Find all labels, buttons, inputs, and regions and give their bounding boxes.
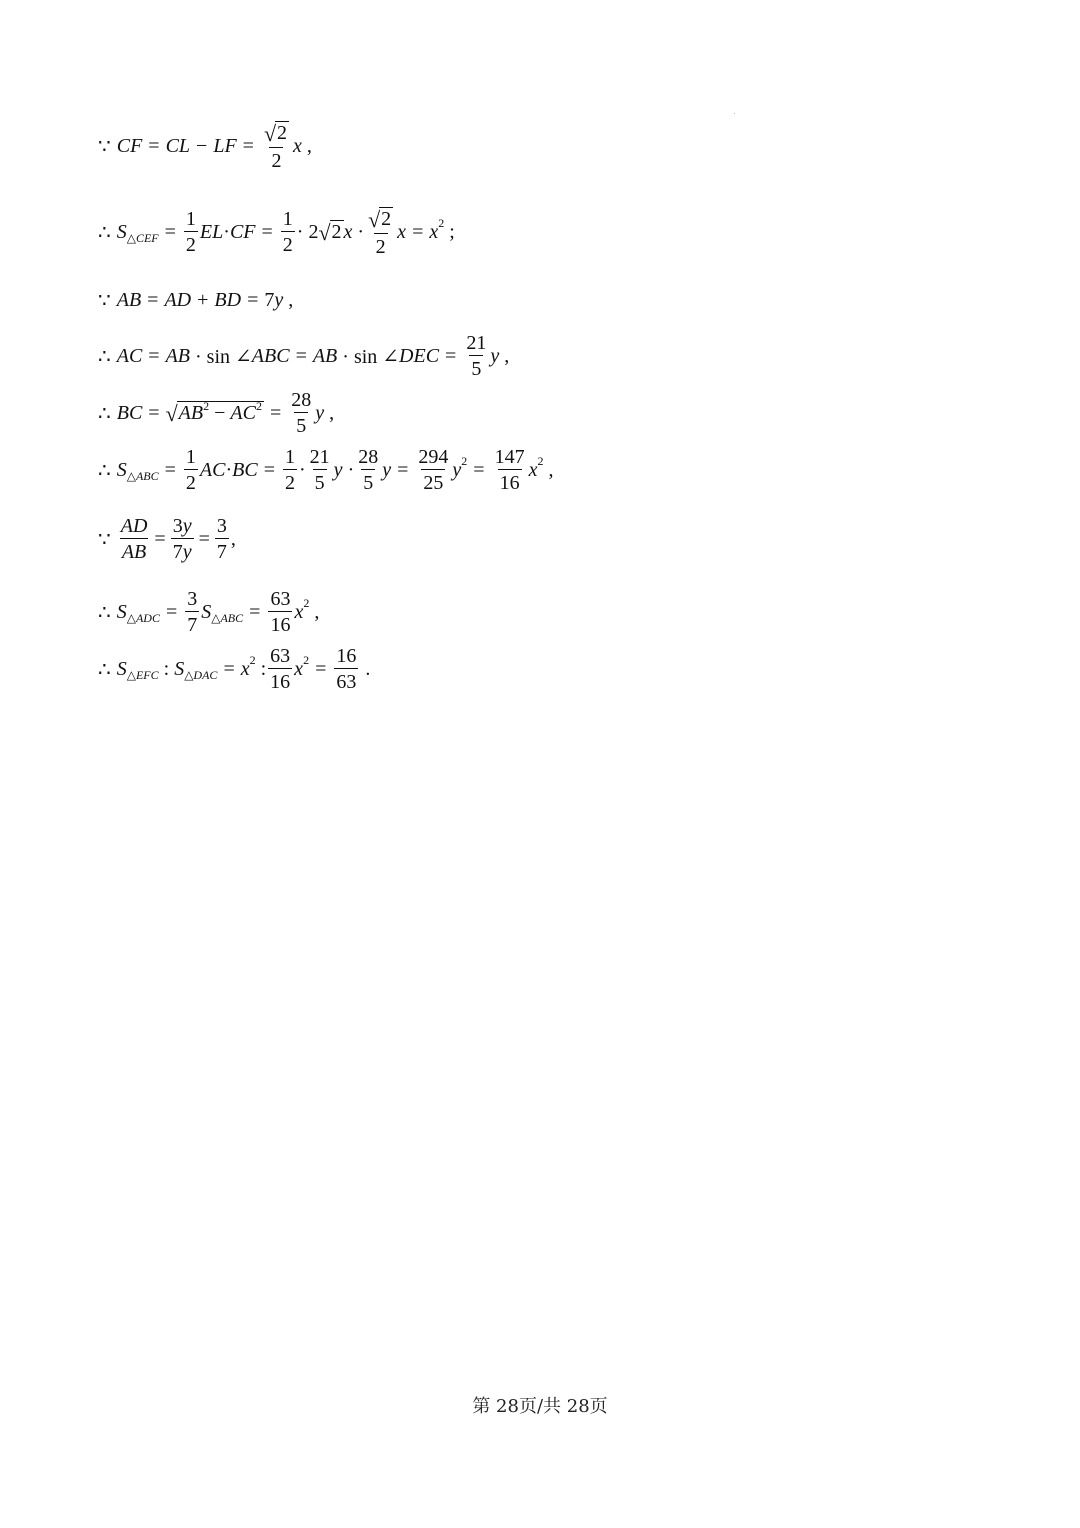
therefore-symbol: ∴ <box>98 601 111 624</box>
solution-step-1: ∵ CF = CL − LF = √ 2 2 x , <box>98 120 312 172</box>
scan-speck <box>734 113 735 114</box>
solution-step-7: ∵ $\frac{AD}{AB}$ = $\frac{3y}{7y}$ = $\frac{3}{7}$ , <box>98 515 236 563</box>
because-symbol: ∵ <box>98 528 111 551</box>
page-footer: 第 28页/共 28页 <box>472 1396 608 1417</box>
therefore-symbol: ∴ <box>98 658 111 681</box>
solution-step-6: ∴ S △ABC = $\frac{1}{2}$ AC · BC = $\frac{1}{2}$ · $\frac{21}{5}$ y · $\frac{28}{5}$ y = $\frac{294}{25}$ y 2 = $\frac{147}{16}$ x 2 , <box>98 446 554 494</box>
solution-step-4: ∴ AC = AB · sin ∠ ABC = AB · sin ∠ DEC = $\frac{21}{5}$ y , <box>98 332 510 380</box>
therefore-symbol: ∴ <box>98 345 111 368</box>
solution-step-2: ∴ S △CEF = $\frac{1}{2}$ EL · CF = $\frac{1}{2}$ · 2 √ 2 x · √ 2 2 x = x 2 ; <box>98 206 455 258</box>
solution-step-3: ∵ AB = AD + BD = 7 y , <box>98 288 294 312</box>
therefore-symbol: ∴ <box>98 402 111 425</box>
because-symbol: ∵ <box>98 135 111 158</box>
solution-step-5: ∴ BC = √ $AB^2 - AC^2$ = $\frac{28}{5}$ y , <box>98 389 335 437</box>
therefore-symbol: ∴ <box>98 221 111 244</box>
therefore-symbol: ∴ <box>98 459 111 482</box>
because-symbol: ∵ <box>98 289 111 312</box>
solution-step-8: ∴ S △ADC = $\frac{3}{7}$ S △ABC = $\frac{63}{16}$ x 2 , <box>98 588 320 636</box>
solution-step-9: ∴ S △EFC : S △DAC = x 2 : $\frac{63}{16}$ x 2 = $\frac{16}{63}$ . <box>98 645 371 693</box>
